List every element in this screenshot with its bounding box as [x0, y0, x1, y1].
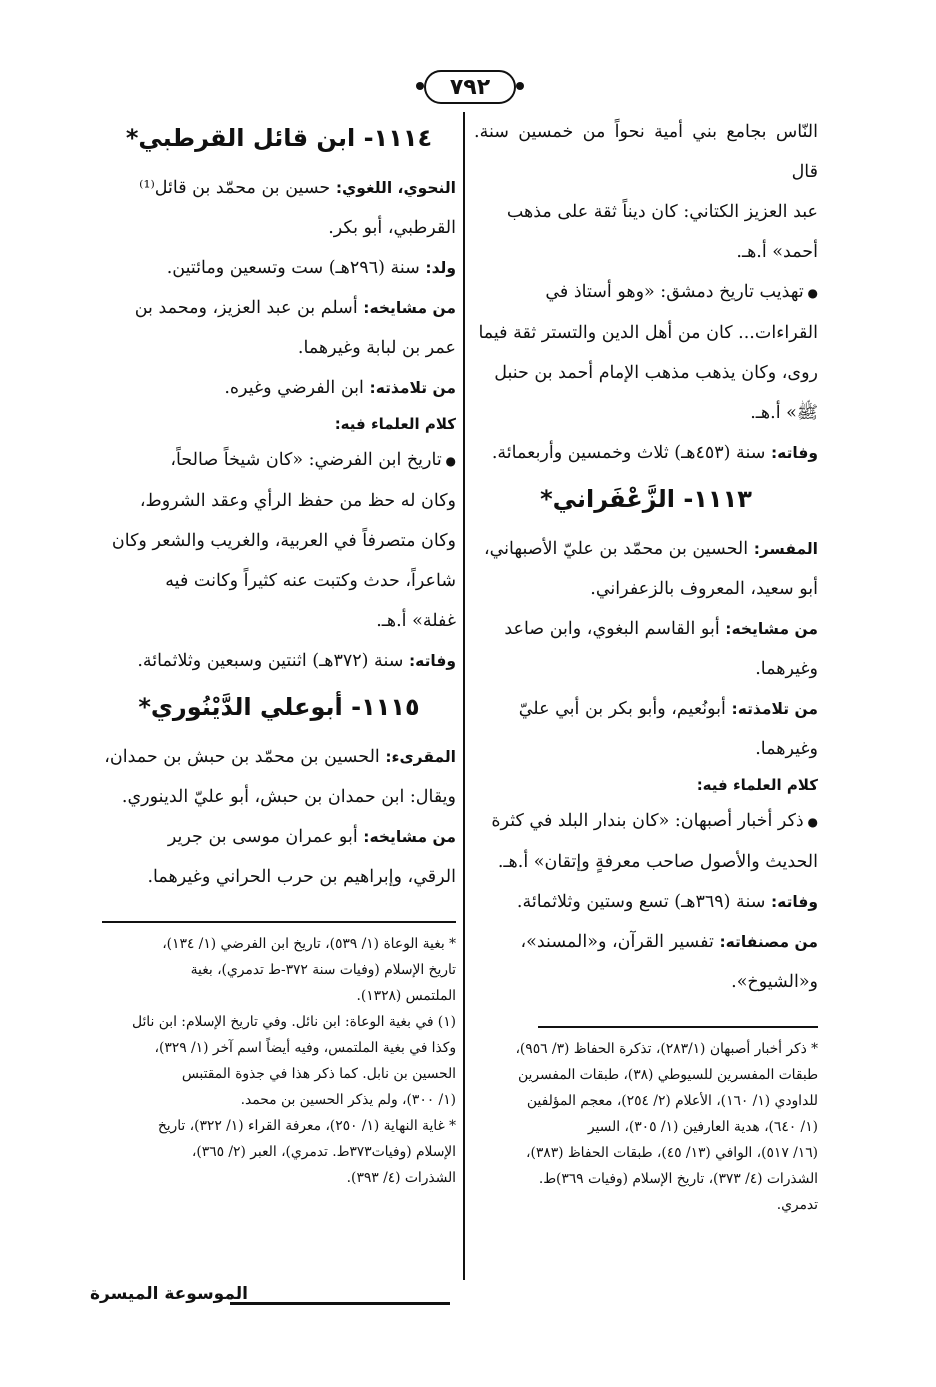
- works-line: [474, 922, 818, 962]
- ulama-subheading: كلام العلماء فيه:: [334, 415, 456, 433]
- page-number-ornament: [418, 66, 522, 108]
- talamidh-text: ابن الفرضي وغيره.: [224, 378, 364, 398]
- left-column: [102, 112, 456, 1191]
- muqri-text: الحسين بن محمّد بن حبش بن حمدان،: [104, 747, 380, 767]
- text-line: القرطبي، أبو بكر.: [328, 218, 456, 238]
- birth-label: ولد:: [425, 259, 456, 277]
- mufassir-line: [474, 529, 818, 569]
- mashayikh-text: أبو عمران موسى بن جرير: [167, 827, 358, 847]
- text-line: ● تهذيب تاريخ دمشق: «وهو أستاذ في: [474, 272, 818, 313]
- works-label: من مصنفاته:: [719, 933, 818, 951]
- death-text: سنة (٤٥٣هـ) ثلاث وخمسين وأربعمائة.: [491, 443, 766, 463]
- text-line: غفلة» أ.هـ.: [376, 611, 456, 631]
- footnote-line: (١/ ٦٤٠)، هدية العارفين (١/ ٣٠٥)، السير: [587, 1118, 818, 1135]
- talamidh-line: [474, 689, 818, 729]
- footer-title: الموسوعة الميسرة: [90, 1284, 248, 1304]
- footnote-line: تاريخ الإسلام (وفيات سنة ٣٧٢-ط تدمري)، بغية: [190, 961, 456, 978]
- footnote-line: الملتمس (١٣٢٨).: [356, 987, 456, 1004]
- entry-heading-1113: ١١١٣- الزَّعْفَراني*: [540, 485, 752, 513]
- footnote-line: * بغية الوعاة (١/ ٥٣٩)، تاريخ ابن الفرضي (١/ ١٣٤)،: [162, 935, 456, 952]
- text-line: أحمد» أ.هـ.: [736, 242, 818, 262]
- page-number: ٧٩٢: [424, 70, 516, 104]
- page-footer: [90, 1282, 450, 1322]
- footnote-line: تدمري.: [776, 1196, 818, 1213]
- text-line: القراءات... كان من أهل الدين والتستر ثقة فيما: [478, 323, 818, 343]
- ornament-dot-left: [416, 82, 424, 90]
- text-line: النّاس بجامع بني أمية نحواً من خمسين سنة. قال: [474, 122, 818, 182]
- footnote-line: (١/ ٣٠٠)، ولم يذكر الحسين بن محمد.: [240, 1091, 456, 1108]
- text-line: وغيرهما.: [755, 659, 818, 679]
- mashayikh-line: [474, 609, 818, 649]
- death-line: [474, 433, 818, 473]
- footnote-line: * غاية النهاية (١/ ٢٥٠)، معرفة القراء (١/ ٣٢٢)، تاريخ: [157, 1117, 456, 1134]
- footnote-line: الحسين بن نابل. كما ذكر هذا في جذوة المقتبس: [181, 1065, 456, 1082]
- text-line: الرقي، وإبراهيم بن حرب الحراني وغيرهما.: [147, 867, 456, 887]
- birth-text: سنة (٢٩٦هـ) ست وتسعين ومائتين.: [166, 258, 420, 278]
- mufassir-label: المفسر:: [753, 540, 818, 558]
- text-line: و«الشيوخ».: [731, 972, 818, 992]
- text-line: ويقال: ابن حمدان بن حبش، أبو عليّ الدينوري.: [121, 787, 456, 807]
- column-divider: [463, 112, 465, 1280]
- footnote-rule: [102, 921, 456, 923]
- birth-line: [102, 248, 456, 288]
- talamidh-line: [102, 368, 456, 408]
- death-label: وفاته:: [770, 893, 818, 911]
- death-label: وفاته:: [770, 444, 818, 462]
- death-line: [102, 641, 456, 681]
- footnote-line: طبقات المفسرين للسيوطي (٣٨)، طبقات المفسرين: [518, 1066, 818, 1083]
- muqri-line: [102, 737, 456, 777]
- footnote-rule: [538, 1026, 818, 1028]
- footnote-line: الشذرات (٤/ ٣٩٣).: [346, 1169, 456, 1186]
- footnote-line: الإسلام (وفيات٣٧٣ط. تدمري)، العبر (٢/ ٣٦٥)،: [191, 1143, 456, 1160]
- death-label: وفاته:: [408, 652, 456, 670]
- entry-heading-1115: ١١١٥- أبوعلي الدَّيْنُوري*: [138, 693, 420, 721]
- muqri-label: المقرىء:: [385, 748, 456, 766]
- text-line: ● تاريخ ابن الفرضي: «كان شيخاً صالحاً،: [102, 440, 456, 481]
- text-line: أبو سعيد، المعروف بالزعفراني.: [590, 579, 818, 599]
- entry-heading-1114: ١١١٤- ابن قائل القرطبي*: [125, 124, 433, 152]
- nahwi-line: [102, 168, 456, 208]
- footnote-line: الشذرات (٤/ ٣٧٣)، تاريخ الإسلام (وفيات ٣٦٩)ط.: [538, 1170, 818, 1187]
- footnote-line: (١) في بغية الوعاة: ابن نائل. وفي تاريخ الإسلام: ابن نائل: [132, 1013, 456, 1030]
- nahwi-label: النحوي، اللغوي:: [335, 179, 456, 197]
- right-column: [474, 112, 818, 1218]
- talamidh-text: أبونُعيم، وأبو بكر بن أبي عليّ: [518, 699, 726, 719]
- text-line: وكان متصرفاً في العربية، والغريب والشعر وكان: [111, 531, 456, 551]
- footnote-line: (١٦/ ٥١٧)، الوافي (١٣/ ٤٥)، طبقات الحفاظ (٣٨٣)،: [526, 1144, 818, 1161]
- ornament-dot-right: [516, 82, 524, 90]
- mashayikh-text: أسلم بن عبد العزيز، ومحمد بن: [134, 298, 358, 318]
- ulama-subheading: كلام العلماء فيه:: [696, 776, 818, 794]
- text-line: الحديث والأصول صاحب معرفةٍ وإتقان» أ.هـ.: [497, 852, 818, 872]
- text-line: عمر بن لبابة وغيرهما.: [297, 338, 456, 358]
- death-text: سنة (٣٧٢هـ) اثنتين وسبعين وثلاثمائة.: [137, 651, 404, 671]
- mashayikh-text: أبو القاسم البغوي، وابن صاعد: [504, 619, 720, 639]
- mashayikh-label: من مشايخه:: [725, 620, 818, 638]
- mashayikh-label: من مشايخه:: [363, 828, 456, 846]
- text-line: وغيرهما.: [755, 739, 818, 759]
- text-line: ﷺ» أ.هـ.: [750, 403, 818, 423]
- footnote-line: وكذا في بغية الملتمس، وفيه أيضاً اسم آخر (١/ ٣٢٩)،: [154, 1039, 456, 1056]
- mashayikh-line: [102, 288, 456, 328]
- works-text: تفسير القرآن، و«المسند»،: [520, 932, 714, 952]
- talamidh-label: من تلامذته:: [369, 379, 456, 397]
- footnote-line: * ذكر أخبار أصبهان (٢٨٣/١)، تذكرة الحفاظ (٣/ ٩٥٦)،: [515, 1040, 818, 1057]
- talamidh-label: من تلامذته:: [731, 700, 818, 718]
- text-line: روى، وكان يذهب مذهب الإمام أحمد بن حنبل: [494, 363, 818, 383]
- footer-rule: [230, 1302, 450, 1305]
- text-line: شاعراً، حدث وكتبت عنه كثيراً وكانت فيه: [165, 571, 456, 591]
- mufassir-text: الحسين بن محمّد بن عليّ الأصبهاني،: [483, 539, 749, 559]
- nahwi-text: حسين بن محمّد بن قائل⁽¹⁾: [139, 178, 331, 198]
- text-line: عبد العزيز الكتاني: كان ديناً ثقة على مذهب: [506, 202, 818, 222]
- text-line: وكان له حظ من حفظ الرأي وعقد الشروط،: [139, 491, 456, 511]
- mashayikh-label: من مشايخه:: [363, 299, 456, 317]
- death-text: سنة (٣٦٩هـ) تسع وستين وثلاثمائة.: [516, 892, 766, 912]
- mashayikh-line: [102, 817, 456, 857]
- footnote-line: للداودي (١/ ١٦٠)، الأعلام (٢/ ٢٥٤)، معجم المؤلفين: [526, 1092, 818, 1109]
- death-line: [474, 882, 818, 922]
- text-line: ● ذكر أخبار أصبهان: «كان بندار البلد في كثرة: [474, 801, 818, 842]
